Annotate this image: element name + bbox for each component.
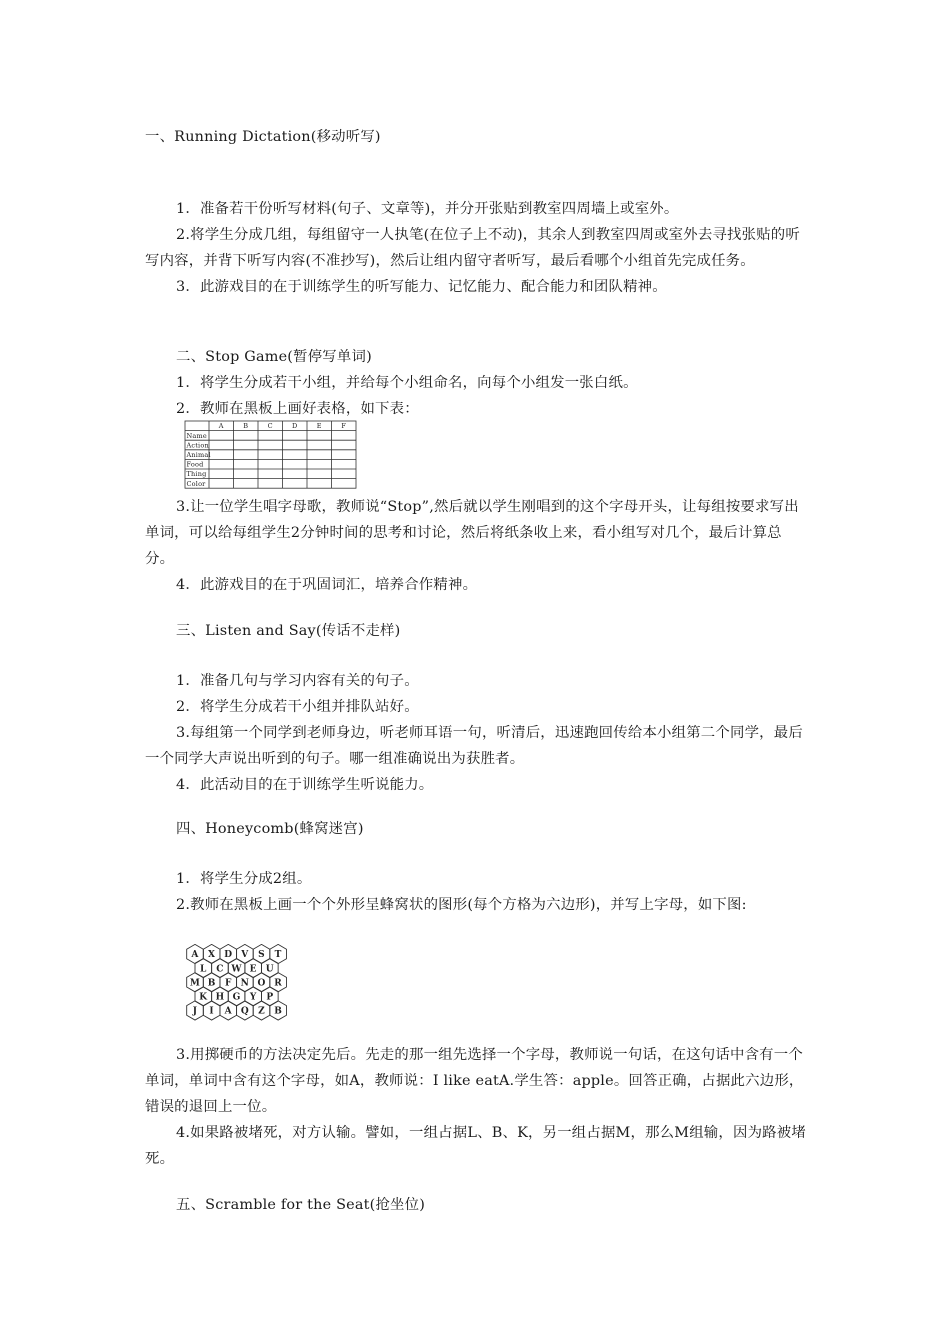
section1-item-1: 1．准备若干份听写材料(句子、文章等)，并分开张贴到教室四周墙上或室外。 <box>176 201 679 217</box>
table-column-header: E <box>316 422 322 431</box>
honeycomb-letter: H <box>215 992 225 1003</box>
section2-item-3: 3.让一位学生唱字母歌，教师说“Stop”,然后就以学生刚唱到的这个字母开头，让每组按要求写出单词，可以给每组学生2分钟时间的思考和讨论，然后将纸条收上来，看小组写对几个，最后计算总分。 <box>145 499 799 567</box>
honeycomb-letter: Y <box>249 992 257 1003</box>
honeycomb-letter: W <box>231 964 242 975</box>
honeycomb-letter: M <box>189 978 201 989</box>
honeycomb-letter: V <box>241 950 249 961</box>
honeycomb-letter: C <box>216 964 224 975</box>
honeycomb-letter: G <box>232 992 241 1003</box>
honeycomb-letter: O <box>257 978 266 989</box>
honeycomb-figure <box>185 944 307 1034</box>
honeycomb-letter: B <box>207 978 216 989</box>
honeycomb-letter: J <box>192 1006 198 1017</box>
table-row-label: Thing <box>186 470 207 479</box>
table-column-header: B <box>243 422 249 431</box>
honeycomb-letter: N <box>240 978 250 989</box>
honeycomb-letter: F <box>224 978 232 989</box>
honeycomb-letter: B <box>274 1006 283 1017</box>
honeycomb-letter: S <box>258 950 265 961</box>
section5-title-block <box>145 1192 810 1218</box>
table-row-label: Name <box>186 431 207 440</box>
section3-item-4: 4．此活动目的在于训练学生听说能力。 <box>176 777 434 793</box>
section3-title: 三、Listen and Say(传话不走样) <box>176 623 401 639</box>
section4-item-3: 3.用掷硬币的方法决定先后。先走的那一组先选择一个字母，教师说一句话，在这句话中含有一个单词，单词中含有这个字母，如A，教师说：I like eatA.学生答：apple。回答正确，占据此六边形，错误的退回上一位。 <box>145 1047 804 1115</box>
section1-title: 一、Running Dictation(移动听写) <box>145 129 381 145</box>
honeycomb-letter: Z <box>258 1006 265 1017</box>
honeycomb-letter: K <box>199 992 208 1003</box>
section3-body <box>145 668 810 798</box>
table-column-header: F <box>341 422 347 431</box>
honeycomb-letter: T <box>274 950 282 961</box>
section3-item-1: 1．准备几句与学习内容有关的句子。 <box>176 673 419 689</box>
honeycomb-letter: P <box>266 992 274 1003</box>
table-row-label: Color <box>186 479 206 488</box>
honeycomb-letter: U <box>265 964 274 975</box>
section3-item-2: 2．将学生分成若干小组并排队站好。 <box>176 699 419 715</box>
section4-body-b <box>145 1042 810 1172</box>
section1-body <box>145 196 810 300</box>
section4-body-a <box>145 866 810 918</box>
honeycomb-letter: L <box>200 964 207 975</box>
section2-item-2: 2．教师在黑板上画好表格，如下表： <box>176 401 419 417</box>
table-row-label: Food <box>186 460 204 469</box>
table-row-label: Animal <box>186 451 211 459</box>
section4-item-2: 2.教师在黑板上画一个个外形呈蜂窝状的图形(每个方格为六边形)，并写上字母，如下图: <box>176 897 747 913</box>
honeycomb-letter: X <box>208 950 216 961</box>
stop-game-table-figure <box>183 419 358 491</box>
honeycomb-letter: A <box>191 950 199 961</box>
section2-item-4: 4．此游戏目的在于巩固词汇，培养合作精神。 <box>176 577 478 593</box>
table-column-header: A <box>218 422 224 431</box>
section4-title-block <box>145 816 810 842</box>
section3-item-3: 3.每组第一个同学到老师身边，听老师耳语一句，听清后，迅速跑回传给本小组第二个同学，最后一个同学大声说出听到的句子。哪一组准确说出为获胜者。 <box>145 725 803 767</box>
honeycomb-letter: R <box>274 978 282 989</box>
honeycomb-letter: E <box>249 964 257 975</box>
honeycomb-letter: I <box>209 1006 214 1017</box>
section2-body <box>145 494 810 598</box>
table-column-header: D <box>292 422 298 431</box>
table-row-label: Action <box>186 441 209 450</box>
section2-header <box>145 344 810 422</box>
section2-item-1: 1．将学生分成若干小组，并给每个小组命名，向每个小组发一张白纸。 <box>176 375 638 391</box>
section2-title: 二、Stop Game(暂停写单词) <box>176 349 372 365</box>
table-column-header: C <box>267 422 273 431</box>
section4-item-4: 4.如果路被堵死，对方认输。譬如，一组占据L、B、K，另一组占据M，那么M组输，因为路被堵死。 <box>145 1125 806 1167</box>
honeycomb-letter: D <box>224 950 233 961</box>
honeycomb-letter: Q <box>240 1006 249 1017</box>
section1-item-3: 3．此游戏目的在于训练学生的听写能力、记忆能力、配合能力和团队精神。 <box>176 279 667 295</box>
section1-item-2: 2.将学生分成几组，每组留守一人执笔(在位子上不动)，其余人到教室四周或室外去寻找张贴的听写内容，并背下听写内容(不准抄写)，然后让组内留守者听写，最后看哪个小组首先完成任务。 <box>145 227 800 269</box>
honeycomb-letter: A <box>224 1006 232 1017</box>
section3-title-block <box>145 618 810 644</box>
section4-item-1: 1．将学生分成2组。 <box>176 871 312 887</box>
section5-title: 五、Scramble for the Seat(抢坐位) <box>176 1197 426 1213</box>
section4-title: 四、Honeycomb(蜂窝迷宫) <box>176 821 364 837</box>
